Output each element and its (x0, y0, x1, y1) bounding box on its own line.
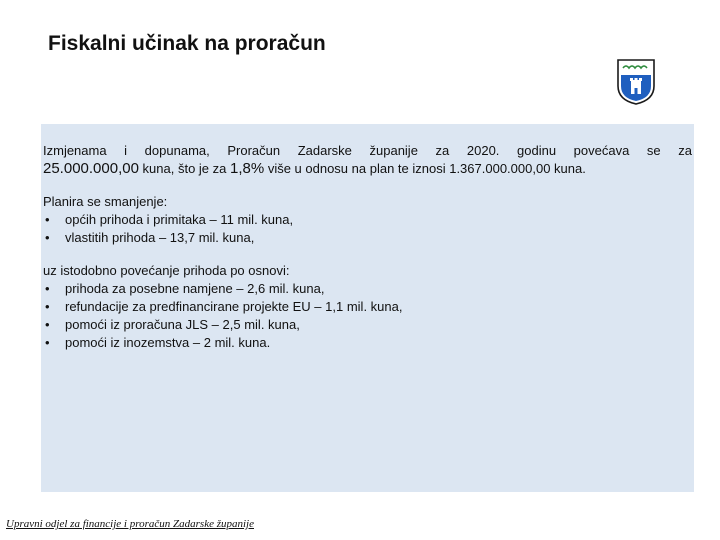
decreases-list (43, 211, 694, 247)
list-item: • pomoći iz proračuna JLS – 2,5 mil. kuna, (43, 316, 694, 334)
increases-heading: uz istodobno povećanje prihoda po osnovi: (43, 263, 290, 278)
increases-list (43, 280, 694, 352)
list-item: • vlastitih prihoda – 13,7 mil. kuna, (43, 229, 694, 247)
decreases-section (43, 193, 694, 247)
list-item: • općih prihoda i primitaka – 11 mil. kuna, (43, 211, 694, 229)
intro-paragraph (43, 142, 694, 178)
coat-of-arms-icon (616, 58, 656, 106)
list-item: • prihoda za posebne namjene – 2,6 mil. kuna, (43, 280, 694, 298)
content-panel (41, 124, 694, 492)
decreases-heading: Planira se smanjenje: (43, 194, 168, 209)
intro-text-rest: više u odnosu na plan te iznosi 1.367.000.000,00 kuna. (264, 161, 586, 176)
increase-amount: 25.000.000,00 (43, 160, 139, 177)
increase-percent: 1,8% (230, 160, 265, 177)
intro-text: kuna, što je za (138, 161, 230, 176)
list-item: • pomoći iz inozemstva – 2 mil. kuna. (43, 334, 694, 352)
page-title: Fiskalni učinak na proračun (48, 32, 326, 55)
increases-section (43, 262, 694, 352)
intro-line: Izmjenama i dopunama, Proračun Zadarske županije za 2020. godinu povećava se za (43, 143, 692, 158)
list-item: • refundacije za predfinancirane projekte EU – 1,1 mil. kuna, (43, 298, 694, 316)
footer-department-link[interactable]: Upravni odjel za financije i proračun Zadarske županije (6, 518, 254, 530)
